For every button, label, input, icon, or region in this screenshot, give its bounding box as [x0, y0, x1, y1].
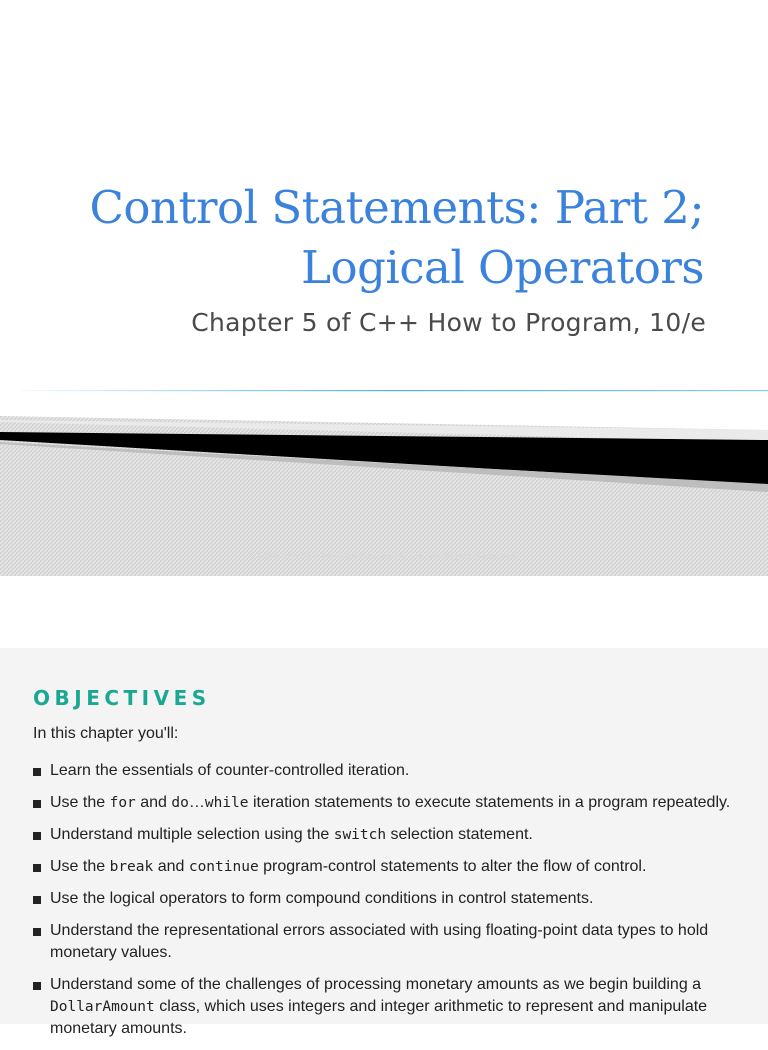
square-bullet-icon [33, 768, 41, 776]
objective-item: Understand some of the challenges of processing monetary amounts as we begin building a DollarAmount class, which uses integers and integer arithmetic to represent and manipulate monetary amounts. [33, 974, 748, 1040]
square-bullet-icon [33, 982, 41, 990]
objective-item: Learn the essentials of counter-controlled iteration. [33, 760, 748, 782]
square-bullet-icon [33, 896, 41, 904]
square-bullet-icon [33, 928, 41, 936]
code-keyword: DollarAmount [50, 999, 155, 1015]
code-keyword: switch [333, 827, 387, 843]
square-bullet-icon [33, 864, 41, 872]
square-bullet-icon [33, 832, 41, 840]
objectives-heading: OBJECTIVES [33, 686, 211, 710]
objective-item: Use the for and do…while iteration statements to execute statements in a program repeatedly. [33, 792, 748, 814]
slide-subtitle: Chapter 5 of C++ How to Program, 10/e [191, 308, 706, 337]
title-line-1: Control Statements: Part 2; [89, 181, 704, 234]
accent-line [20, 390, 768, 391]
code-keyword: continue [188, 859, 259, 875]
code-keyword: while [204, 795, 249, 811]
title-line-2: Logical Operators [301, 241, 704, 294]
code-keyword: break [109, 859, 154, 875]
objective-item: Understand the representational errors associated with using floating-point data types to hold monetary values. [33, 920, 748, 964]
objective-item: Understand multiple selection using the switch selection statement. [33, 824, 748, 846]
objectives-list [33, 760, 748, 1050]
objective-item: Use the break and continue program-control statements to alter the flow of control. [33, 856, 748, 878]
code-keyword: do [171, 795, 189, 811]
slide-title [4, 178, 704, 298]
objectives-intro: In this chapter you'll: [33, 725, 179, 742]
objectives-slide [0, 648, 768, 1037]
objective-item: Use the logical operators to form compound conditions in control statements. [33, 888, 748, 910]
decorative-band [0, 380, 768, 576]
copyright-footer: ©1992-2017 by Pearson Education, Inc. All Rights Reserved. [248, 552, 520, 561]
code-keyword: for [109, 795, 136, 811]
square-bullet-icon [33, 800, 41, 808]
